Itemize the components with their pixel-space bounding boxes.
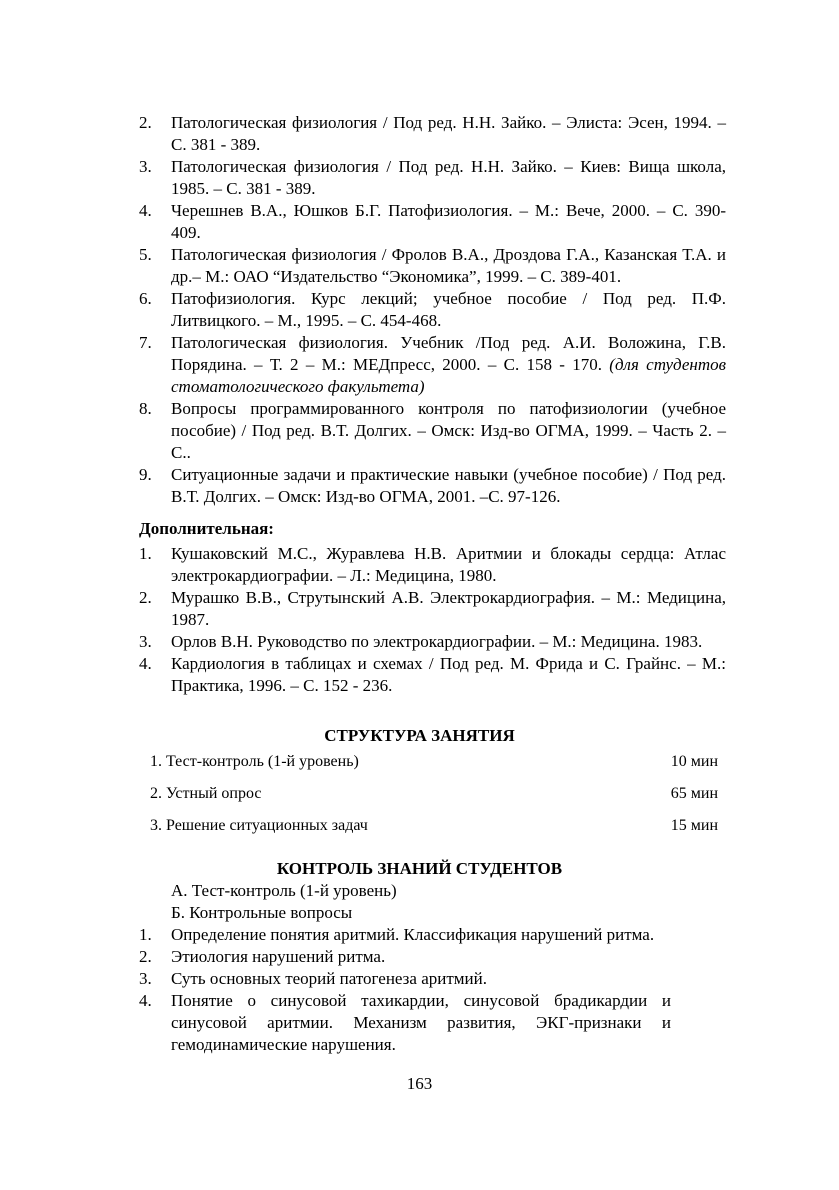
item-text: Кардиология в таблицах и схемах / Под ред. М. Фрида и С. Грайнс. – М.: Практика, 1996. – С. 152 - 236. [171,654,726,695]
reference-item [0,112,726,156]
reference-item [0,244,726,288]
structure-label: 2. Устный опрос [150,785,262,802]
item-text: Патологическая физиология / Под ред. Н.Н. Зайко. – Элиста: Эсен, 1994. – С. 381 - 389. [171,113,726,154]
structure-time: 65 мин [670,785,718,802]
item-text: Суть основных теорий патогенеза аритмий. [171,969,487,988]
control-item [0,968,726,990]
structure-row [150,815,718,837]
additional-item [0,653,726,697]
item-number: 6. [139,289,152,308]
item-number: 3. [139,969,152,988]
item-text: Черешнев В.А., Юшков Б.Г. Патофизиология. – М.: Вече, 2000. – С. 390-409. [171,201,726,242]
control-list [0,880,726,1056]
reference-item [0,288,726,332]
structure-row [150,751,718,773]
item-note-italic: (для студентов стоматологического факультета) [171,355,726,396]
item-number: 4. [139,201,152,220]
item-number: 1. [139,544,152,563]
control-heading: КОНТРОЛЬ ЗНАНИЙ СТУДЕНТОВ [276,859,563,878]
structure-time: 10 мин [670,753,718,770]
item-number: 3. [139,157,152,176]
item-text: Патологическая физиология / Под ред. Н.Н. Зайко. – Киев: Вища школа, 1985. – С. 381 - 389. [171,157,726,198]
additional-item [0,587,726,631]
additional-list [0,543,726,697]
item-number: 2. [139,588,152,607]
item-text: Вопросы программированного контроля по патофизиологии (учебное пособие) / Под ред. В.Т. Долгих. – Омск: Изд-во ОГМА, 1999. – Часть 2. – С.. [171,399,726,462]
structure-label: 3. Решение ситуационных задач [150,817,368,834]
reference-item [0,156,726,200]
item-number: 2. [139,947,152,966]
item-number: 1. [139,925,152,944]
item-text: Ситуационные задачи и практические навыки (учебное пособие) / Под ред. В.Т. Долгих. – Омск: Изд-во ОГМА, 2001. –С. 97-126. [171,465,726,506]
item-number: 3. [139,632,152,651]
structure-label: 1. Тест-контроль (1-й уровень) [150,753,359,770]
item-text: Патофизиология. Курс лекций; учебное пособие / Под ред. П.Ф. Литвицкого. – М., 1995. – С. 454-468. [171,289,726,330]
item-number: 8. [139,399,152,418]
reference-item [0,332,726,398]
item-number: 9. [139,465,152,484]
item-text: Орлов В.Н. Руководство по электрокардиографии. – М.: Медицина. 1983. [171,632,703,651]
control-sub-b: Б. Контрольные вопросы [171,903,353,922]
reference-list [0,112,726,508]
additional-item [0,631,726,653]
control-item [0,990,671,1056]
reference-item [0,200,726,244]
item-text: Кушаковский М.С., Журавлева Н.В. Аритмии и блокады сердца: Атлас электрокардиографии. – Л.: Медицина, 1980. [171,544,726,585]
item-text: Мурашко В.В., Струтынский А.В. Электрокардиография. – М.: Медицина, 1987. [171,588,726,629]
item-number: 2. [139,113,152,132]
additional-item [0,543,726,587]
control-item [0,924,726,946]
item-text: Патологическая физиология. Учебник /Под ред. А.И. Воложина, Г.В. Порядина. – Т. 2 – М.: МЕДпресс, 2000. – С. 158 - 170. [171,333,726,374]
item-number: 5. [139,245,152,264]
item-text: Определение понятия аритмий. Классификация нарушений ритма. [171,925,655,944]
item-text: Понятие о синусовой тахикардии, синусовой брадикардии и синусовой аритмии. Механизм развития, ЭКГ-признаки и гемодинамические нарушения. [171,991,671,1054]
additional-heading: Дополнительная: [139,519,274,538]
reference-item [0,398,726,464]
control-sub-a: А. Тест-контроль (1-й уровень) [171,881,397,900]
reference-item [0,464,726,508]
item-text: Этиология нарушений ритма. [171,947,386,966]
structure-time: 15 мин [670,817,718,834]
control-item [0,946,726,968]
item-number: 4. [139,654,152,673]
structure-row [150,783,718,805]
structure-heading: СТРУКТУРА ЗАНЯТИЯ [324,726,515,745]
item-number: 4. [139,991,152,1010]
item-number: 7. [139,333,152,352]
item-text: Патологическая физиология / Фролов В.А., Дроздова Г.А., Казанская Т.А. и др.– М.: ОАО “Издательство “Экономика”, 1999. – С. 389-401. [171,245,726,286]
page-number: 163 [406,1074,433,1093]
